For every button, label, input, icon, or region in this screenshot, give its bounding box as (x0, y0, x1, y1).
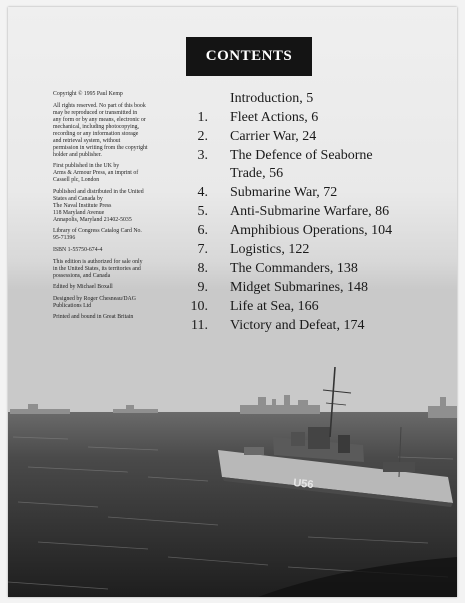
toc-entry[interactable] (8, 316, 457, 335)
toc-entry-continued[interactable] (8, 164, 457, 183)
catalog-card: Library of Congress Catalog Card No. 95-71396 (53, 228, 142, 242)
toc-number: 4. (197, 185, 208, 200)
isbn: ISBN 1-55750-674-4 (53, 246, 103, 253)
toc-title: Carrier War, 24 (230, 129, 317, 144)
toc-title: Anti-Submarine Warfare, 86 (230, 204, 390, 219)
toc-title: Logistics, 122 (230, 242, 310, 257)
toc-entry[interactable] (8, 146, 457, 165)
toc-entry[interactable] (8, 297, 457, 316)
toc-number: 9. (197, 280, 208, 295)
contents-heading-text: CONTENTS (205, 48, 293, 64)
us-distribution: Published and distributed in the United States and Canada by The Naval Institute Press 118 Maryland Avenue Annapolis, Maryland 21402-5035 (53, 188, 144, 223)
toc-number: 3. (197, 148, 208, 163)
editor-credit: Edited by Michael Boxall (53, 284, 113, 291)
toc-entry[interactable] (8, 89, 457, 108)
toc-number: 2. (197, 129, 208, 144)
toc-number: 1. (197, 110, 208, 125)
toc-title: Life at Sea, 166 (230, 299, 319, 314)
toc-entry[interactable] (8, 127, 457, 146)
toc-title: Midget Submarines, 148 (230, 280, 369, 295)
toc-title: Fleet Actions, 6 (230, 110, 319, 125)
toc-number: 8. (197, 261, 208, 276)
toc-entry[interactable] (8, 221, 457, 240)
toc-entry[interactable] (8, 240, 457, 259)
toc-number: 7. (197, 242, 208, 257)
toc-entry[interactable] (8, 259, 457, 278)
toc-number: 6. (197, 223, 208, 238)
toc-title: Trade, 56 (230, 166, 284, 181)
toc-number: 5. (197, 204, 208, 219)
first-published: First published in the UK by Arms & Armour Press, an imprint of Cassell plc, London (53, 163, 139, 184)
toc-title: Introduction, 5 (230, 91, 314, 106)
toc-entry[interactable] (8, 108, 457, 127)
sale-restriction: This edition is authorized for sale only in the United States, its territories and possessions, and Canada (53, 258, 143, 279)
toc-entry[interactable] (8, 202, 457, 221)
hull-number: U56 (292, 477, 315, 492)
printer-credit: Printed and bound in Great Britain (53, 314, 134, 321)
rights-notice: All rights reserved. No part of this book may be reproduced or transmitted in any form or by any means, electronic or mechanical, including photocopying, recording or any information storage and retrieval system, without permission in writing from the copyright holder and publisher. (53, 102, 148, 158)
designer-credit: Designed by Roger Chesneau/DAG Publications Ltd (53, 295, 136, 309)
toc-title: Victory and Defeat, 174 (230, 318, 365, 333)
book-page (8, 7, 457, 597)
toc-entry[interactable] (8, 183, 457, 202)
toc-title: Amphibious Operations, 104 (230, 223, 393, 238)
toc-number: 11. (191, 318, 208, 333)
toc-entry[interactable] (8, 278, 457, 297)
toc-title: The Commanders, 138 (230, 261, 358, 276)
toc-number: 10. (190, 299, 208, 314)
toc-title: Submarine War, 72 (230, 185, 338, 200)
toc-title: The Defence of Seaborne (230, 148, 373, 163)
table-of-contents (8, 7, 457, 347)
copyright-line: Copyright © 1995 Paul Kemp (53, 91, 123, 97)
